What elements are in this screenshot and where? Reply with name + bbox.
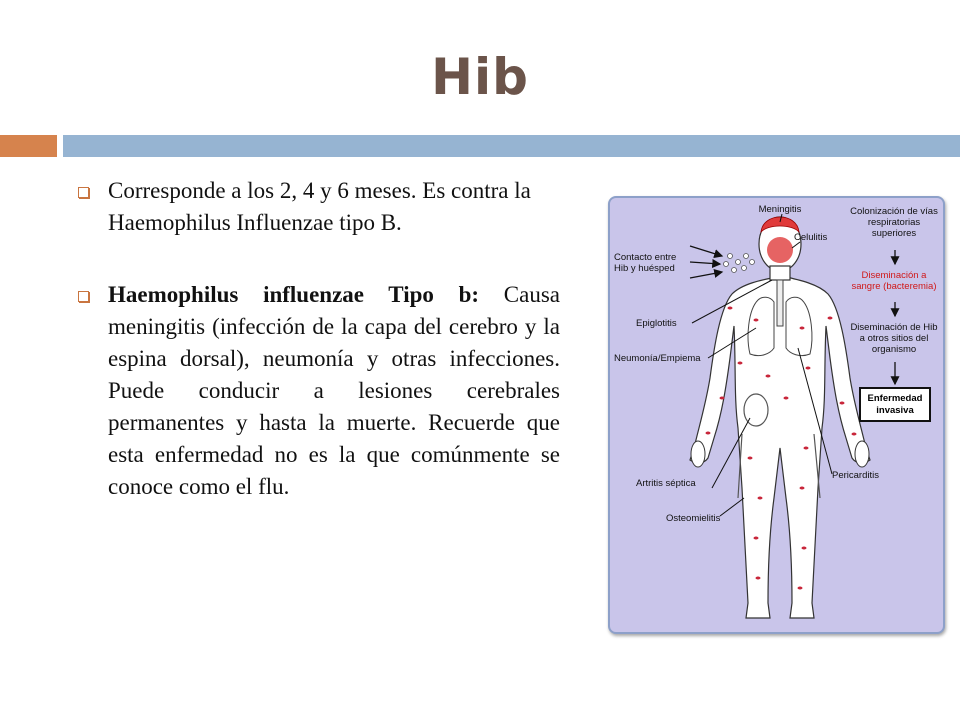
label-diseminacion-otros: Diseminación de Hib a otros sitios del organismo	[850, 322, 938, 355]
accent-bar-blue	[63, 135, 960, 157]
label-meningitis: Meningitis	[758, 204, 802, 215]
bullet-text-disease-bold: Haemophilus influenzae Tipo b:	[108, 282, 480, 307]
label-contacto: Contacto entre Hib y huésped	[614, 252, 677, 274]
bullet-text-disease: Causa meningitis (infección de la capa del cerebro y la espina dorsal), neumonía y otras infecciones. Puede conducir a lesiones cerebrales permanentes y hasta la muerte. Recuerde que esta enfermedad no es la que comúnmente se conoce como el flu.	[108, 282, 560, 499]
label-celulitis: Celulitis	[794, 232, 828, 243]
bullet-list	[75, 175, 560, 503]
slide-title: Hib	[431, 48, 529, 106]
accent-bar-orange	[0, 135, 57, 157]
bullet-item-schedule	[75, 175, 560, 239]
body-silhouette	[690, 217, 870, 618]
contact-arrows	[690, 246, 722, 278]
infected-throat	[767, 237, 793, 263]
label-neumonia: Neumonía/Empiema	[614, 353, 701, 364]
label-artritis: Artritis séptica	[636, 478, 696, 489]
label-osteomielitis: Osteomielitis	[666, 513, 721, 524]
label-epiglotitis: Epiglotitis	[636, 318, 677, 329]
bullet-text-schedule: Corresponde a los 2, 4 y 6 meses. Es contra la Haemophilus Influenzae tipo B.	[108, 178, 531, 235]
square-bullet-icon	[78, 291, 89, 302]
bacteria-cluster	[724, 254, 755, 273]
label-pericarditis: Pericarditis	[832, 470, 879, 481]
bullet-item-disease	[75, 279, 560, 503]
label-colonizacion: Colonización de vías respiratorias superiores	[850, 206, 938, 239]
square-bullet-icon	[78, 187, 89, 198]
label-diseminacion-sangre: Diseminación a sangre (bacteremia)	[851, 270, 937, 292]
label-enfermedad-invasiva: Enfermedad invasiva	[859, 387, 931, 422]
hib-disease-diagram	[608, 196, 945, 634]
